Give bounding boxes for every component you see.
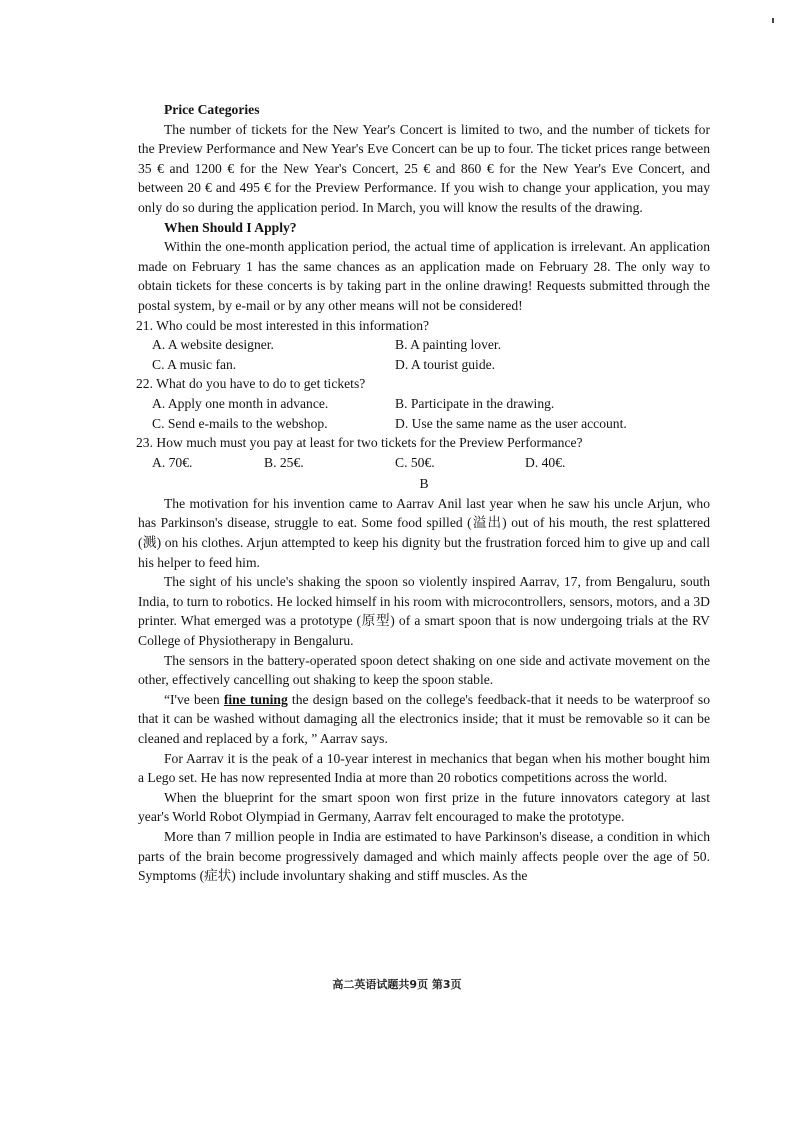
question-21-options-row-1 bbox=[152, 335, 710, 355]
question-21-stem: 21. Who could be most interested in this information? bbox=[136, 317, 430, 333]
question-23-option-c: C. 50€. bbox=[395, 454, 435, 470]
quote-remainder: the design based on the college's feedback-that it needs to be waterproof so that it can be washed without damaging all the electronics inside; that it must be removable so it can be cleaned and replaced by a fork, ” Aarrav says. bbox=[138, 691, 710, 746]
question-22-option-c: C. Send e-mails to the webshop. bbox=[152, 415, 328, 431]
when-apply-heading: When Should I Apply? bbox=[164, 219, 297, 235]
price-categories-heading: Price Categories bbox=[164, 102, 260, 117]
quote-opening: “I've been bbox=[164, 691, 224, 707]
passage-b-paragraph-7: More than 7 million people in India are estimated to have Parkinson's disease, a condition in which parts of the brain become progressively damaged and which mainly affects people over the age of 50. Symptoms (症状) include involuntary shaking and stiff muscles. As the bbox=[138, 828, 710, 884]
question-23-option-a: A. 70€. bbox=[152, 454, 193, 470]
question-22-option-a: A. Apply one month in advance. bbox=[152, 395, 329, 411]
question-22-option-b: B. Participate in the drawing. bbox=[395, 395, 555, 411]
passage-b-paragraph-1: The motivation for his invention came to Aarrav Anil last year when he saw his uncle Arjun, who has Parkinson's disease, struggle to eat. Some food spilled (溢出) out of his mouth, the rest splattered (溅) on his clothes. Arjun attempted to keep his dignity but the frustration forced him to give up and call his helper to feed him. bbox=[138, 495, 710, 570]
passage-b-paragraph-2: The sight of his uncle's shaking the spoon so violently inspired Aarrav, 17, from Bengaluru, south India, to turn to robotics. He locked himself in his room with microcontrollers, sensors, motors, and a 3D printer. What emerged was a prototype (原型) of a smart spoon that is now undergoing trials at the RV College of Physiotherapy in Bengaluru. bbox=[138, 574, 710, 649]
passage-b-paragraph-5: For Aarrav it is the peak of a 10-year interest in mechanics that began when his mother bought him a Lego set. He has now represented India at more than 20 robotics competitions across the world. bbox=[138, 750, 710, 786]
question-23-stem: 23. How much must you pay at least for two tickets for the Preview Performance? bbox=[136, 435, 583, 451]
document-page bbox=[138, 100, 710, 886]
question-23-option-d: D. 40€. bbox=[525, 454, 566, 470]
when-apply-paragraph: Within the one-month application period, the actual time of application is irrelevant. An application made on February 1 has the same chances as an application made on February 28. The only way to obtain tickets for these concerts is by taking part in the online drawing! Requests submitted through the postal system, by e-mail or by any other means will not be considered! bbox=[138, 239, 710, 313]
price-categories-paragraph: The number of tickets for the New Year's Concert is limited to two, and the number of tickets for the Preview Performance and New Year's Eve Concert can be up to four. The ticket prices range between 35 € and 1200 € for the New Year's Concert, 25 € and 860 € for the New Year's Eve Concert, and between 20 € and 495 € for the Preview Performance. If you wish to change your application, you may only do so during the application period. In March, you will know the results of the drawing. bbox=[138, 121, 710, 215]
question-21-option-b: B. A painting lover. bbox=[395, 337, 502, 353]
question-21-option-c: C. A music fan. bbox=[152, 356, 237, 372]
question-21-options-row-2 bbox=[152, 355, 710, 375]
question-21-option-a: A. A website designer. bbox=[152, 337, 274, 353]
question-22-stem: 22. What do you have to do to get tickets? bbox=[136, 376, 366, 392]
passage-b-paragraph-3: The sensors in the battery-operated spoon detect shaking on one side and activate movement on the other, effectively cancelling out shaking to keep the spoon stable. bbox=[138, 652, 710, 688]
scan-mark bbox=[772, 18, 774, 23]
question-21-option-d: D. A tourist guide. bbox=[395, 356, 496, 372]
fine-tuning-emphasis: fine tuning bbox=[223, 691, 288, 707]
question-23-option-b: B. 25€. bbox=[264, 454, 304, 470]
question-22-option-d: D. Use the same name as the user account. bbox=[395, 415, 627, 431]
question-23-options-row bbox=[152, 453, 710, 473]
passage-b-paragraph-6: When the blueprint for the smart spoon won first prize in the future innovators category at last year's World Robot Olympiad in Germany, Aarrav felt encouraged to make the prototype. bbox=[138, 789, 710, 825]
section-b-letter: B bbox=[419, 476, 429, 492]
question-22-options-row-2 bbox=[152, 414, 710, 434]
page-footer: 高二英语试题共9页 第3页 bbox=[332, 978, 462, 991]
question-22-options-row-1 bbox=[152, 394, 710, 414]
passage-b-paragraph-4 bbox=[138, 690, 710, 749]
